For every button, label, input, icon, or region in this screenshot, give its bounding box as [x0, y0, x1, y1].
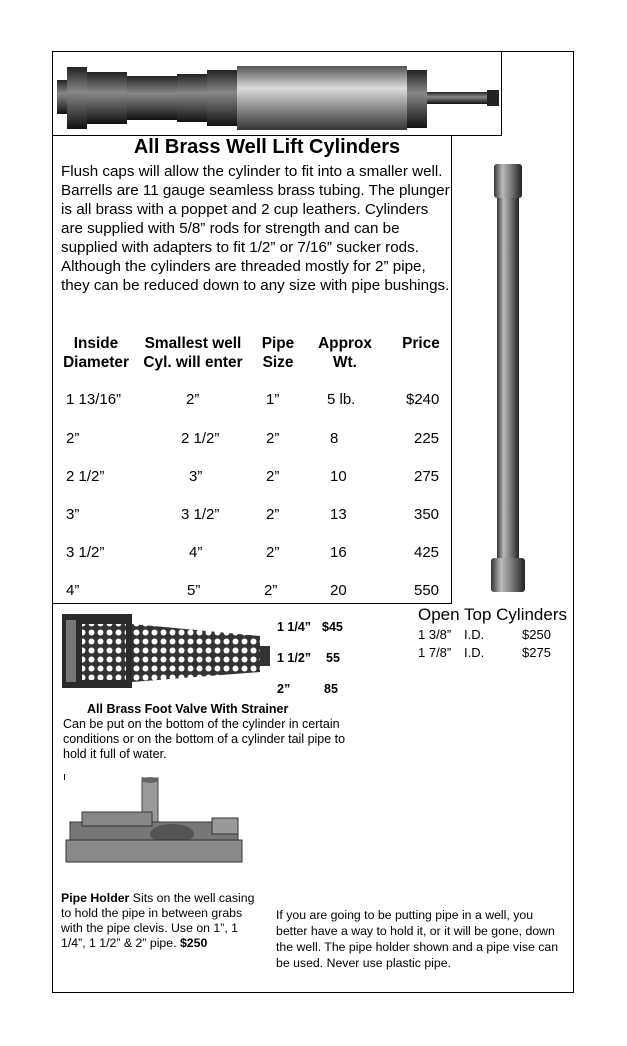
cell-diameter: 4”	[66, 582, 80, 599]
header-line: Pipe	[261, 335, 295, 352]
pipe-holder-title: Pipe Holder	[61, 891, 130, 905]
warning-paragraph: If you are going to be putting pipe in a well, you better have a way to hold it, or it will be gone, down the well. The pipe holder shown and a pipe vise can be used. Never use plastic pipe.	[276, 908, 559, 970]
cell-smallest-well: 2 1/2”	[181, 430, 220, 447]
header-line: Inside	[73, 335, 119, 352]
pipe-holder-price: $250	[179, 936, 208, 950]
cell-price: $240	[406, 391, 440, 408]
header-approx-wt	[314, 334, 376, 372]
cell-weight: 10	[330, 468, 347, 485]
cell-smallest-well: 4”	[189, 544, 203, 561]
header-price	[398, 334, 444, 353]
cell-weight: 16	[330, 544, 347, 561]
foot-valve-price: 55	[326, 651, 340, 665]
foot-valve-image	[60, 610, 274, 694]
cell-diameter: 2 1/2”	[66, 468, 105, 485]
pipe-holder-image	[62, 772, 246, 880]
cell-weight: 8	[330, 430, 339, 447]
pipe-holder-text: Sits on the well casing to hold the pipe in between grabs with the pipe clevis. Use on 1”, 1 1/4”, 1 1/2” & 2” pipe.	[61, 891, 255, 950]
open-top-price: $275	[522, 645, 551, 660]
cell-price: 350	[414, 506, 440, 523]
header-line: Diameter	[63, 354, 129, 371]
foot-valve-size: 1 1/4”	[277, 620, 312, 634]
header-line: Cyl. will enter	[143, 354, 243, 371]
open-top-unit: I.D.	[464, 645, 485, 660]
cell-smallest-well: 3”	[189, 468, 203, 485]
cell-diameter: 3”	[66, 506, 80, 523]
header-inside-diameter	[62, 334, 130, 372]
header-pipe-size	[258, 334, 298, 372]
open-top-price: $250	[522, 627, 551, 642]
cell-diameter: 3 1/2”	[66, 544, 105, 561]
foot-valve-description: Can be put on the bottom of the cylinder in certain conditions or on the bottom of a cylinder tail pipe to hold it full of water.	[63, 717, 346, 761]
open-top-title: Open Top Cylinders	[418, 605, 567, 624]
cell-smallest-well: 3 1/2”	[181, 506, 220, 523]
open-top-size: 1 3/8”	[418, 627, 452, 642]
header-smallest-well	[138, 334, 248, 372]
cell-pipe-size: 2”	[266, 506, 280, 523]
foot-valve-size: 1 1/2”	[277, 651, 312, 665]
open-top-unit: I.D.	[464, 627, 485, 642]
cell-price: 225	[414, 430, 440, 447]
cell-price: 550	[414, 582, 440, 599]
header-line: Size	[262, 354, 294, 371]
foot-valve-title: All Brass Foot Valve With Strainer	[87, 702, 289, 716]
cell-weight: 13	[330, 506, 347, 523]
header-line: Approx	[318, 335, 372, 352]
intro-paragraph: Flush caps will allow the cylinder to fit into a smaller well. Barrells are 11 gauge seamless brass tubing. The plunger is all brass with a poppet and 2 cup leathers. Cylinders are supplied with 5/8” rods for strength and can be supplied with adapters to fit 1/2” or 7/16” sucker rods. Although the cylinders are threaded mostly for 2” pipe, they can be reduced down to any size with pipe bushings.	[61, 163, 450, 294]
pipe-holder-description	[61, 891, 266, 951]
header-line: Wt.	[333, 354, 357, 371]
foot-valve-price: 85	[324, 682, 338, 696]
header-line: Smallest well	[144, 335, 242, 352]
header-line: Price	[402, 335, 440, 352]
cell-pipe-size: 2”	[264, 582, 278, 599]
cell-weight: 5 lb.	[327, 391, 356, 408]
open-top-cylinder-image	[486, 162, 530, 596]
cell-pipe-size: 1”	[266, 391, 280, 408]
cylinder-photo-box	[52, 51, 502, 136]
cell-smallest-well: 5”	[187, 582, 201, 599]
cell-weight: 20	[330, 582, 347, 599]
cell-price: 425	[414, 544, 440, 561]
cell-diameter: 1 13/16”	[66, 391, 122, 408]
cell-pipe-size: 2”	[266, 430, 280, 447]
open-top-size: 1 7/8”	[418, 645, 452, 660]
cell-diameter: 2”	[66, 430, 80, 447]
cell-pipe-size: 2”	[266, 468, 280, 485]
foot-valve-size: 2”	[277, 682, 291, 696]
cylinder-assembly-image	[53, 52, 501, 135]
foot-valve-price: $45	[322, 620, 343, 634]
page-title: All Brass Well Lift Cylinders	[133, 136, 401, 158]
cell-price: 275	[414, 468, 440, 485]
cell-smallest-well: 2”	[186, 391, 200, 408]
cell-pipe-size: 2”	[266, 544, 280, 561]
